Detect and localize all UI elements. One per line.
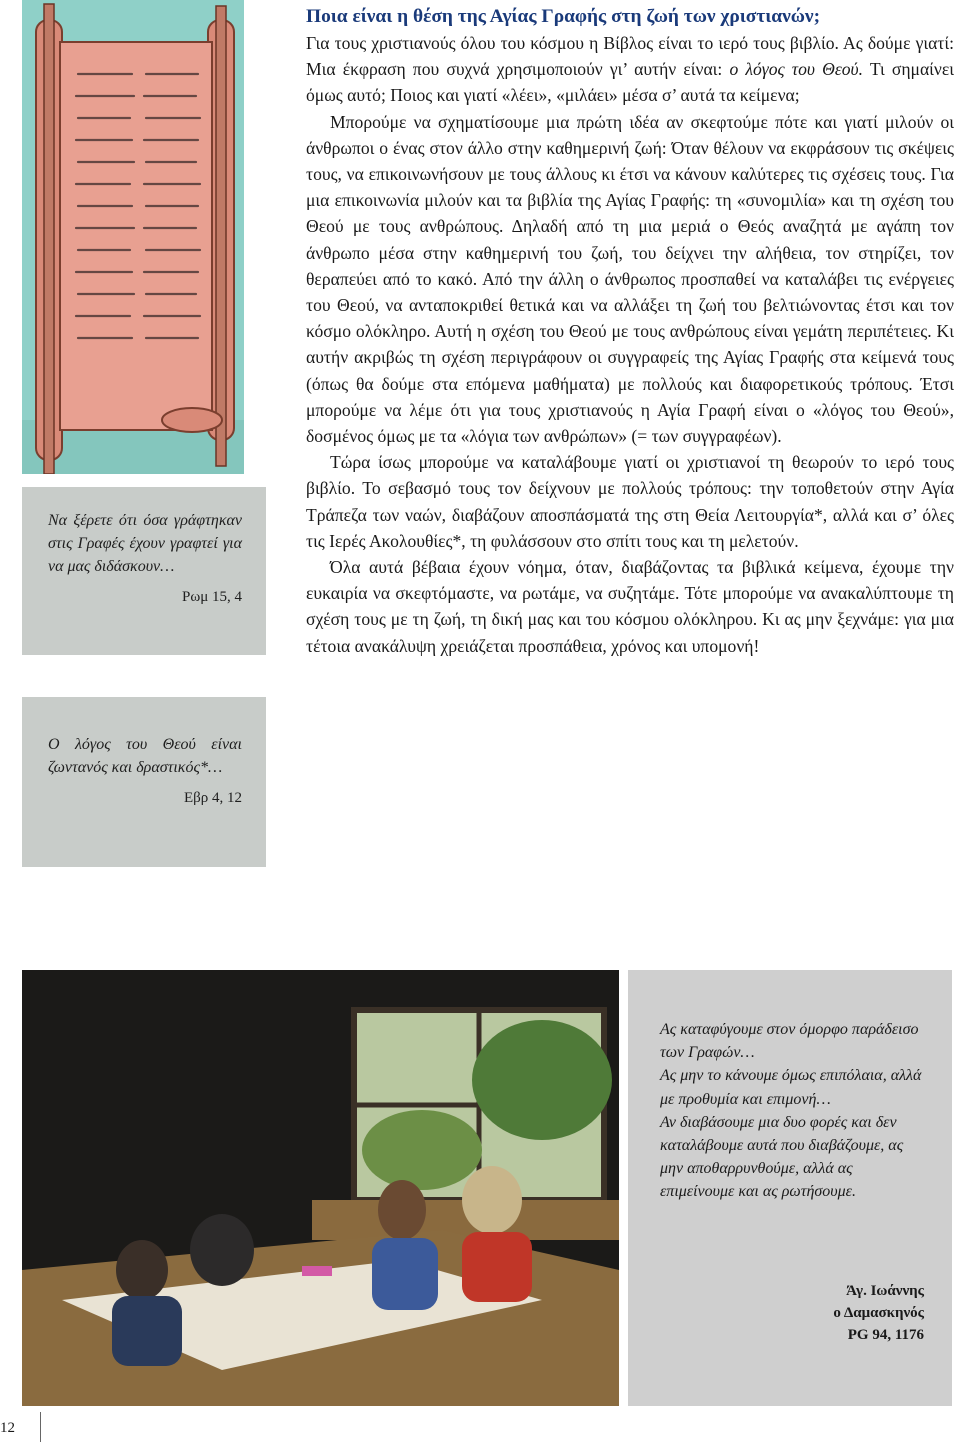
main-text xyxy=(306,0,954,659)
quote-line: Ας καταφύγουμε στον όμορφο παράδεισο των Γραφών… xyxy=(660,1021,919,1062)
scroll-illustration xyxy=(22,0,244,474)
verse-reference: Ρωμ 15, 4 xyxy=(181,589,242,605)
quote-text xyxy=(660,1018,922,1204)
paragraph-1 xyxy=(306,30,954,109)
quote-box xyxy=(628,970,952,1406)
quote-author-epithet: ο Δαμασκηνός xyxy=(833,1305,924,1321)
verse-text: Να ξέρετε ότι όσα γράφτηκαν στις Γραφές έχουν γραφτεί για να μας διδάσκουν… xyxy=(48,512,242,575)
paragraph-1-end: Τι σημαίνει όμως αυτό; Ποιος και γιατί «λέει», «μιλάει» μέσα σ’ αυτά τα κείμενα; xyxy=(306,59,954,106)
quote-line: Ας μην το κάνουμε όμως επιπόλαια, αλλά με προθυμία και επιμονή… xyxy=(660,1067,922,1108)
paragraph-1-start: Για τους χριστιανούς όλου του κόσμου η Βίβλος είναι το ιερό τους βιβλίο. Ας δούμε γιατί: Μια έκφραση που συχνά χρησιμοποιούν γι’ αυτήν είναι: xyxy=(306,33,954,80)
page-number: 12 xyxy=(0,1420,15,1436)
paragraph-3: Τώρα ίσως μπορούμε να καταλάβουμε γιατί οι χριστιανοί τη θεωρούν το ιερό τους βιβλίο. Το σεβασμό τους τον δείχνουν με πολλούς τρόπους: την τοποθετούν στην Αγία Τράπεζα των ναών, διαβάζουν αποσπάσματά της στη Θεία Λειτουργία*, αλλά και σ’ όλες τις Ιερές Ακολουθίες*, τη φυλάσσουν στο σπίτι τους και τη μελετούν. xyxy=(306,452,954,551)
verse-box-romans xyxy=(22,487,266,655)
quote-line: Αν διαβάσουμε μια δυο φορές και δεν καταλάβουμε αυτά που διαβάζουμε, ας μην αποθαρρυνθούμε, αλλά ας επιμείνουμε και ας ρωτήσουμε. xyxy=(660,1113,904,1201)
quote-attribution xyxy=(833,1280,924,1346)
verse-text: Ο λόγος του Θεού είναι ζωντανός και δραστικός*… xyxy=(48,736,242,776)
classroom-photo xyxy=(22,970,619,1406)
page-title: Ποια είναι η θέση της Αγίας Γραφής στη ζωή των χριστιανών; xyxy=(306,6,821,27)
page-number-rule xyxy=(40,1412,41,1442)
quote-source: PG 94, 1176 xyxy=(847,1327,924,1343)
emphasis-logos: ο λόγος του Θεού. xyxy=(729,59,864,80)
verse-box-hebrews xyxy=(22,697,266,867)
paragraph-4: Όλα αυτά βέβαια έχουν νόημα, όταν, διαβάζοντας τα βιβλικά κείμενα, έχουμε την ευκαιρία να σκεφτόμαστε, να ρωτάμε, να συζητάμε. Τότε μπορούμε να ανακαλύπτουμε τη σχέση τους με τη ζωή, τη δική μας και του κόσμου ολόκληρου. Κι ας μην ξεχνάμε: για μια τέτοια ανακάλυψη χρειάζεται προσπάθεια, χρόνος και υπομονή! xyxy=(306,557,954,656)
verse-reference: Εβρ 4, 12 xyxy=(183,790,242,806)
quote-author: Άγ. Ιωάννης xyxy=(846,1283,924,1299)
paragraph-2: Μπορούμε να σχηματίσουμε μια πρώτη ιδέα αν σκεφτούμε πότε και γιατί μιλούν οι άνθρωποι ο ένας στον άλλο στην καθημερινή ζωή: Όταν θέλουν να εκφράσουν τις σκέψεις τους, να επικοινωνήσουν με τους άλλους κι έτσι να κάνουν καλύτερες τις σχέσεις τους. Για μια επικοινωνία μιλούν και τα βιβλία της Αγίας Γραφής: τη «συνομιλία» και τη σχέση του Θεού με τους ανθρώπους. Δηλαδή από τη μια μεριά ο Θεός αναζητά με αγάπη τον άνθρωπο μέσα στην καθημερινή του ζωή, του δείχνει την αλήθεια, τον στηρίζει, τον θεραπεύει από το κακό. Από την άλλη ο άνθρωπος προσπαθεί να καταλάβει τις ενέργειες του Θεού, να ανταποκριθεί θετικά και να αλλάξει τη ζωή του βελτιώνοντας έτσι και τον κόσμο ολόκληρο. Αυτή η σχέση του Θεού με τους ανθρώπους είναι γεμάτη περιπέτειες. Κι αυτήν ακριβώς τη σχέση περιγράφουν οι συγγραφείς της Αγίας Γραφής στα κείμενά τους (όπως θα δούμε στα επόμενα μαθήματα) με πολλούς και διαφορετικούς τρόπους. Έτσι μπορούμε να λέμε ότι για τους χριστιανούς η Αγία Γραφή είναι ο «λόγος του Θεού», δοσμένος όμως με τα «λόγια των ανθρώπων» (= των συγγραφέων). xyxy=(306,111,954,447)
